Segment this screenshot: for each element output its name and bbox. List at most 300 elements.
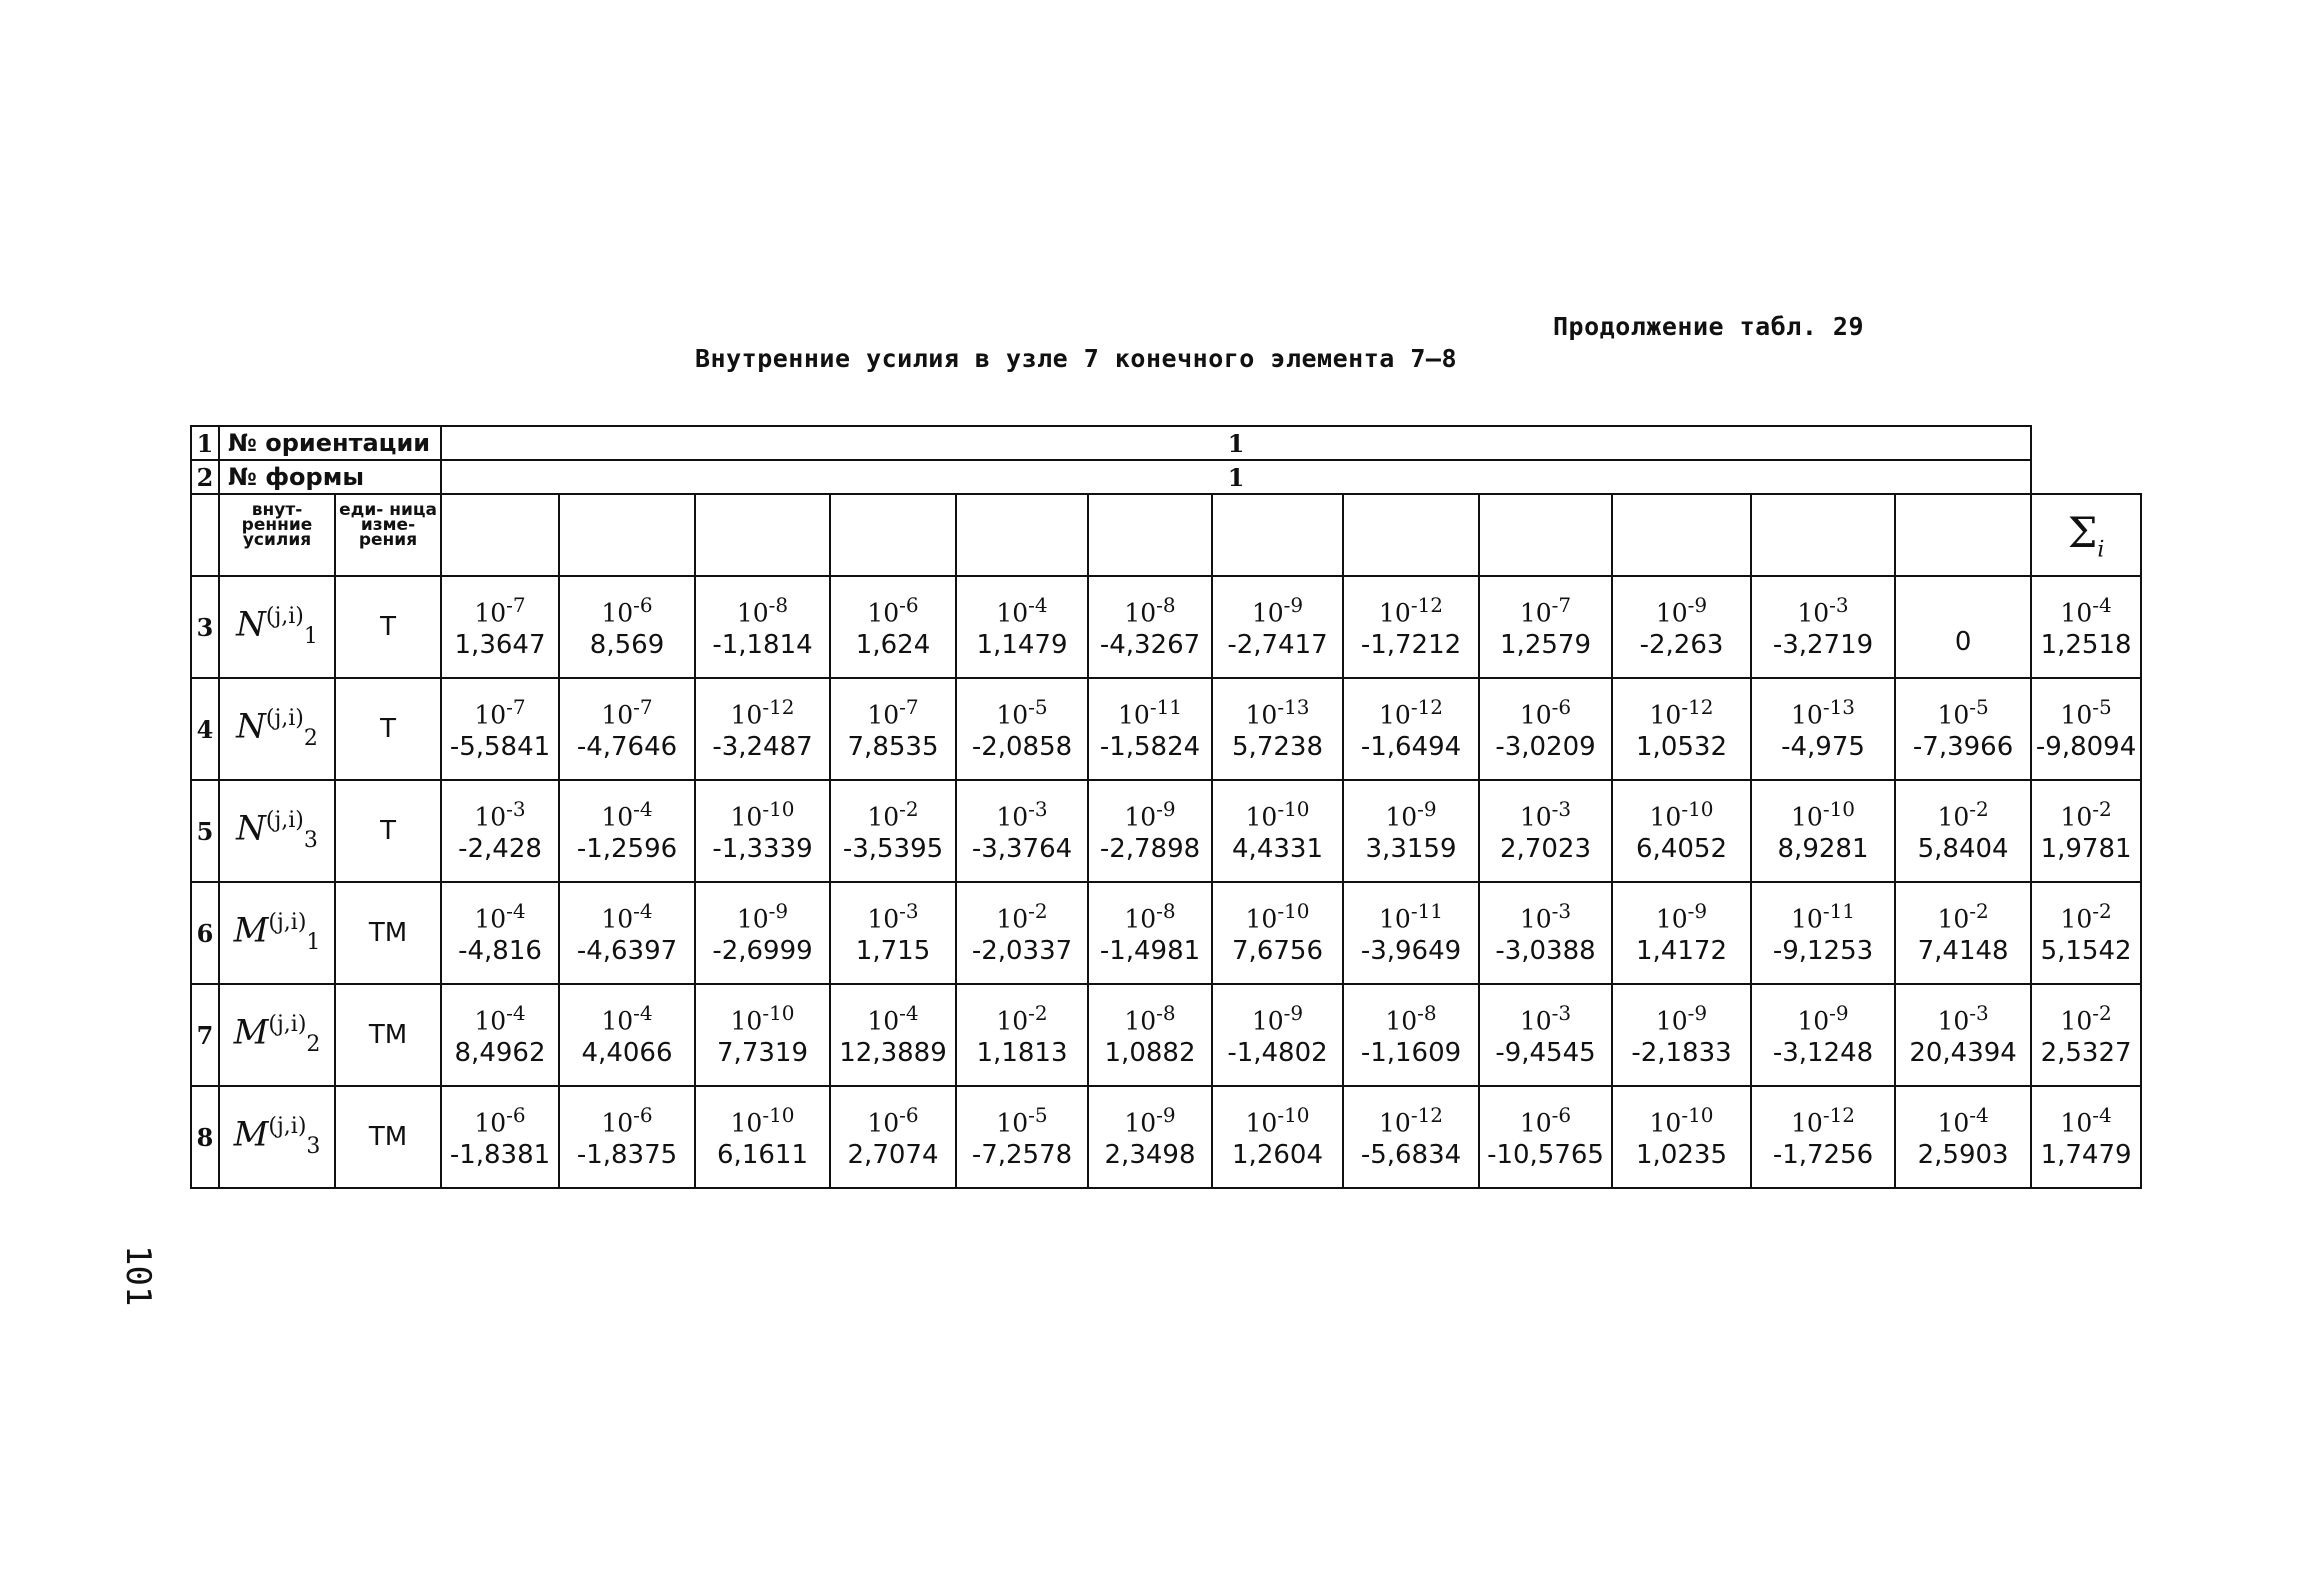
exponent-power: -8 [1156,898,1176,923]
exponent-power: -9 [1283,1000,1304,1025]
exponent-factor [1896,595,2030,626]
exponent-power: -8 [768,592,789,617]
exponent-power: -10 [1822,796,1856,821]
exponent-factor: $10^{-11}$ [1791,898,1856,934]
exponent-power: -6 [506,1102,526,1127]
exponent-power: -3 [1551,796,1572,821]
value-cell [2031,576,2141,678]
exponent-factor: $10^{-12}$ [1649,694,1714,730]
exponent-factor: $10^{-9}$ [1797,1000,1849,1036]
exponent-power: -12 [1410,592,1444,617]
value-cell [1751,1086,1895,1188]
value-cell [1895,1086,2031,1188]
value-cell [559,780,695,882]
exponent-power: -13 [1822,694,1856,719]
exponent-factor: $10^{-5}$ [2060,694,2112,730]
table-row [191,678,2141,780]
exponent-factor: $10^{-2}$ [996,1000,1048,1036]
exponent-power: -3 [1551,1000,1572,1025]
exponent-factor: $10^{-3}$ [1937,1000,1989,1036]
table-row [191,882,2141,984]
force-symbol [219,1086,335,1188]
exponent-factor: $10^{-3}$ [1797,592,1849,628]
exponent-factor: $10^{-12}$ [1791,1102,1856,1138]
value-cell [1479,678,1612,780]
exponent-factor: $10^{-10}$ [730,1102,795,1138]
unit-cell: ТМ [335,1086,441,1188]
value-cell [2031,780,2141,882]
value-cell [1343,1086,1479,1188]
exponent-factor: $10^{-4}$ [2060,592,2112,628]
exponent-power: -7 [506,694,526,719]
value-cell [1751,882,1895,984]
exponent-factor: $10^{-4}$ [601,898,653,934]
exponent-factor: $10^{-6}$ [601,1102,653,1138]
force-letter: M [233,910,269,951]
empty-header-cell [1612,494,1751,576]
value-cell [1343,780,1479,882]
mantissa-value: -2,7898 [1099,833,1201,864]
exponent-power: -10 [762,796,795,821]
value-cell [1612,882,1751,984]
mantissa-value: 7,4148 [1917,935,2009,966]
empty-header-cell [559,494,695,576]
mantissa-value: 1,9781 [2040,833,2132,864]
mantissa-value: -2,6999 [712,935,813,966]
exponent-factor: $10^{-6}$ [1519,1102,1572,1138]
exponent-power: -10 [762,1000,795,1025]
value-cell [1751,984,1895,1086]
empty-header-cell [1751,494,1895,576]
mantissa-value: 20,4394 [1909,1037,2017,1068]
value-cell [1751,678,1895,780]
value-cell [695,882,830,984]
value-cell [1212,1086,1343,1188]
table-row [191,1086,2141,1188]
value-cell [1612,576,1751,678]
exponent-power: -5 [1028,694,1048,719]
mantissa-value: -2,0858 [971,731,1073,762]
forces-column-header: внут- ренние усилия [219,494,335,576]
exponent-power: -7 [899,694,919,719]
exponent-power: -11 [1822,898,1856,923]
value-cell [695,1086,830,1188]
exponent-factor: $10^{-6}$ [474,1102,526,1138]
table-row [191,576,2141,678]
exponent-factor: $10^{-3}$ [1519,1000,1572,1036]
mantissa-value: 7,7319 [717,1037,808,1068]
exponent-power: -4 [1028,592,1048,617]
exponent-factor: $10^{-10}$ [1245,796,1310,832]
exponent-factor: $10^{-9}$ [1655,592,1708,628]
value-cell [1212,678,1343,780]
mantissa-value: 2,7074 [847,1139,939,1170]
unit-cell: Т [335,780,441,882]
value-cell [1479,780,1612,882]
value-cell [1088,984,1212,1086]
table-row [191,984,2141,1086]
row-number: 6 [191,882,219,984]
value-cell [1343,576,1479,678]
exponent-power: -9 [1687,592,1708,617]
exponent-factor: $10^{-4}$ [996,592,1048,628]
exponent-factor: $10^{-11}$ [1118,694,1183,730]
mantissa-value: -3,0209 [1495,731,1596,762]
value-cell [559,1086,695,1188]
empty-header-cell [441,494,559,576]
mantissa-value: 2,5903 [1917,1139,2009,1170]
force-superscript: (j,i) [268,1114,307,1140]
exponent-power: -3 [1829,592,1849,617]
force-superscript: (j,i) [265,808,304,834]
value-cell [441,882,559,984]
exponent-power: -7 [506,592,526,617]
exponent-factor: $10^{-11}$ [1379,898,1444,934]
value-cell [1088,882,1212,984]
exponent-power: -4 [2092,592,2112,617]
column-header-row [191,494,2141,576]
mantissa-value: 4,4331 [1232,833,1323,864]
mantissa-value: -4,3267 [1099,629,1201,660]
form-label: № формы [219,460,441,494]
value-cell [1895,678,2031,780]
value-cell [1088,678,1212,780]
exponent-factor: $10^{-7}$ [474,694,526,730]
mantissa-value: -4,816 [458,935,542,966]
mantissa-value: -9,8094 [2035,731,2137,762]
mantissa-value: 1,2518 [2040,629,2132,660]
mantissa-value: -7,3966 [1912,731,2014,762]
value-cell [1612,1086,1751,1188]
exponent-factor: $10^{-8}$ [1124,898,1176,934]
value-cell [441,984,559,1086]
form-row [191,460,2141,494]
exponent-factor: $10^{-9}$ [1124,796,1176,832]
mantissa-value: 1,7479 [2040,1139,2132,1170]
mantissa-value: -7,2578 [971,1139,1073,1170]
exponent-power: -2 [2092,898,2112,923]
exponent-power: -12 [762,694,795,719]
exponent-power: -9 [768,898,789,923]
exponent-power: -2 [1028,898,1048,923]
value-cell [1895,780,2031,882]
value-cell [559,576,695,678]
exponent-factor: $10^{-7}$ [867,694,919,730]
mantissa-value: 7,6756 [1232,935,1323,966]
value-cell [830,984,956,1086]
mantissa-value: -3,3764 [971,833,1073,864]
empty-header-cell [1212,494,1343,576]
row-number: 3 [191,576,219,678]
value-cell [695,984,830,1086]
value-cell [1088,576,1212,678]
exponent-power: -9 [1156,1102,1176,1127]
mantissa-value: 8,4962 [454,1037,546,1068]
exponent-factor: $10^{-4}$ [601,1000,653,1036]
mantissa-value: -1,7212 [1360,629,1462,660]
exponent-factor: $10^{-6}$ [867,592,919,628]
exponent-power: -9 [1283,592,1304,617]
force-subscript: 2 [306,1032,321,1058]
mantissa-value: -2,1833 [1631,1037,1732,1068]
exponent-factor: $10^{-4}$ [867,1000,919,1036]
force-symbol [219,780,335,882]
force-letter: N [236,808,266,849]
exponent-factor: $10^{-7}$ [601,694,653,730]
exponent-power: -10 [1681,1102,1714,1127]
mantissa-value: 0 [1954,627,1972,658]
exponent-power: -3 [1551,898,1572,923]
row-number: 7 [191,984,219,1086]
mantissa-value: 1,2579 [1500,629,1591,660]
exponent-power: -4 [633,898,653,923]
exponent-factor: $10^{-8}$ [1124,592,1176,628]
value-cell [1343,984,1479,1086]
exponent-power: -4 [633,796,653,821]
mantissa-value: 1,3647 [454,629,546,660]
exponent-factor: $10^{-7}$ [474,592,526,628]
value-cell [441,1086,559,1188]
mantissa-value: 4,4066 [581,1037,673,1068]
force-superscript: (j,i) [268,910,307,936]
exponent-power: -9 [1417,796,1437,821]
sigma-column-header [2031,494,2141,576]
exponent-factor: $10^{-9}$ [736,898,789,934]
mantissa-value: -1,6494 [1360,731,1462,762]
exponent-factor: $10^{-8}$ [1385,1000,1437,1036]
row-number: 2 [191,460,219,494]
value-cell [1612,984,1751,1086]
value-cell [956,984,1088,1086]
force-superscript: (j,i) [268,1012,307,1038]
value-cell [956,780,1088,882]
value-cell [441,780,559,882]
empty-cell [191,494,219,576]
empty-header-cell [1895,494,2031,576]
orientation-row [191,426,2141,460]
value-cell [830,1086,956,1188]
mantissa-value: -1,4981 [1099,935,1201,966]
exponent-factor: $10^{-12}$ [1379,694,1444,730]
value-cell [559,882,695,984]
mantissa-value: 1,4172 [1636,935,1727,966]
exponent-factor: $10^{-2}$ [996,898,1048,934]
value-cell [1479,1086,1612,1188]
value-cell [1895,576,2031,678]
mantissa-value: 8,9281 [1777,833,1869,864]
force-symbol [219,576,335,678]
empty-header-cell [1088,494,1212,576]
exponent-power: -2 [1969,898,1989,923]
exponent-power: -4 [506,898,526,923]
mantissa-value: -9,1253 [1772,935,1874,966]
exponent-factor: $10^{-13}$ [1791,694,1856,730]
value-cell [956,678,1088,780]
value-cell [1343,678,1479,780]
exponent-power: -11 [1149,694,1183,719]
exponent-factor: $10^{-4}$ [474,898,526,934]
value-cell [441,678,559,780]
value-cell [559,678,695,780]
exponent-factor: $10^{-9}$ [1385,796,1437,832]
exponent-factor: $10^{-3}$ [1519,898,1572,934]
value-cell [830,576,956,678]
exponent-factor: $10^{-4}$ [1937,1102,1989,1138]
exponent-power: -12 [1410,694,1444,719]
exponent-power: -10 [1277,898,1310,923]
forces-table [190,425,2142,1189]
exponent-factor: $10^{-7}$ [1519,592,1572,628]
force-subscript: 3 [306,1134,321,1160]
value-cell [1895,882,2031,984]
force-superscript: (j,i) [265,604,304,630]
exponent-factor: $10^{-6}$ [1519,694,1572,730]
exponent-factor: $10^{-3}$ [474,796,526,832]
exponent-factor: $10^{-10}$ [730,1000,795,1036]
sigma-symbol: Σ [2067,507,2098,557]
mantissa-value: -1,1814 [712,629,813,660]
mantissa-value: 1,0235 [1636,1139,1727,1170]
value-cell [830,882,956,984]
exponent-power: -3 [1028,796,1048,821]
force-superscript: (j,i) [265,706,304,732]
value-cell [1343,882,1479,984]
exponent-power: -6 [899,1102,919,1127]
exponent-factor: $10^{-3}$ [996,796,1048,832]
table-row [191,780,2141,882]
empty-header-cell [1479,494,1612,576]
exponent-factor: $10^{-10}$ [1245,898,1310,934]
mantissa-value: -1,7256 [1772,1139,1874,1170]
mantissa-value: -2,263 [1639,629,1724,660]
table-title: Внутренние усилия в узле 7 конечного элемента 7–8 [695,344,1458,373]
mantissa-value: 1,2604 [1232,1139,1323,1170]
exponent-power: -7 [633,694,653,719]
mantissa-value: 5,8404 [1917,833,2009,864]
orientation-label: № ориентации [219,426,441,460]
value-cell [1212,984,1343,1086]
exponent-power: -3 [506,796,526,821]
mantissa-value: -3,5395 [842,833,944,864]
mantissa-value: 1,1813 [976,1037,1068,1068]
mantissa-value: 1,624 [855,629,931,660]
exponent-factor: $10^{-4}$ [601,796,653,832]
exponent-factor: $10^{-10}$ [1649,1102,1714,1138]
force-subscript: 2 [303,726,318,752]
value-cell [1612,678,1751,780]
exponent-power: -10 [1277,796,1310,821]
unit-cell: Т [335,576,441,678]
mantissa-value: -1,1609 [1360,1037,1462,1068]
force-letter: N [236,604,266,645]
exponent-power: -2 [2092,1000,2112,1025]
mantissa-value: -1,5824 [1099,731,1201,762]
mantissa-value: 6,1611 [717,1139,808,1170]
mantissa-value: -5,5841 [449,731,551,762]
exponent-factor: $10^{-8}$ [1124,1000,1176,1036]
exponent-power: -2 [1028,1000,1048,1025]
mantissa-value: -3,2719 [1772,629,1874,660]
mantissa-value: 1,0532 [1636,731,1727,762]
form-value: 1 [441,460,2031,494]
value-cell [695,678,830,780]
exponent-power: -3 [1969,1000,1989,1025]
exponent-factor: $10^{-6}$ [867,1102,919,1138]
exponent-factor: $10^{-10}$ [1649,796,1714,832]
mantissa-value: -3,1248 [1772,1037,1874,1068]
value-cell [695,780,830,882]
exponent-power: -12 [1822,1102,1856,1127]
exponent-power: -13 [1277,694,1310,719]
exponent-factor: $10^{-5}$ [996,1102,1048,1138]
value-cell [559,984,695,1086]
mantissa-value: 1,1479 [976,629,1068,660]
exponent-factor: $10^{-13}$ [1245,694,1310,730]
exponent-factor: $10^{-4}$ [2060,1102,2112,1138]
unit-cell: ТМ [335,984,441,1086]
value-cell [956,882,1088,984]
row-number: 5 [191,780,219,882]
exponent-factor: $10^{-9}$ [1124,1102,1176,1138]
exponent-power: -5 [1028,1102,1048,1127]
exponent-power: -4 [899,1000,919,1025]
exponent-factor: $10^{-2}$ [1937,796,1989,832]
mantissa-value: -3,2487 [712,731,813,762]
value-cell [2031,984,2141,1086]
force-letter: N [236,706,266,747]
value-cell [1751,780,1895,882]
value-cell [830,678,956,780]
exponent-factor: $10^{-10}$ [1245,1102,1310,1138]
value-cell [1479,882,1612,984]
exponent-factor: $10^{-10}$ [730,796,795,832]
value-cell [1212,576,1343,678]
mantissa-value: 8,569 [589,629,665,660]
value-cell [441,576,559,678]
value-cell [1751,576,1895,678]
row-number: 4 [191,678,219,780]
exponent-power: -9 [1156,796,1176,821]
row-number: 1 [191,426,219,460]
exponent-power: -9 [1687,1000,1708,1025]
exponent-factor: $10^{-9}$ [1251,1000,1304,1036]
exponent-factor: $10^{-12}$ [1379,1102,1444,1138]
orientation-value: 1 [441,426,2031,460]
exponent-power: -9 [1687,898,1708,923]
exponent-power: -8 [1156,1000,1176,1025]
exponent-power: -5 [2092,694,2112,719]
exponent-power: -7 [1551,592,1572,617]
exponent-power: -10 [762,1102,795,1127]
mantissa-value: -9,4545 [1495,1037,1596,1068]
exponent-power: -6 [899,592,919,617]
exponent-power: -2 [899,796,919,821]
mantissa-value: -4,6397 [576,935,678,966]
exponent-power: -6 [633,1102,653,1127]
empty-header-cell [1343,494,1479,576]
exponent-factor: $10^{-9}$ [1251,592,1304,628]
exponent-power: -11 [1410,898,1444,923]
value-cell [1479,984,1612,1086]
exponent-power: -5 [1969,694,1989,719]
mantissa-value: -2,428 [458,833,542,864]
exponent-factor: $10^{-5}$ [996,694,1048,730]
exponent-factor: $10^{-9}$ [1655,898,1708,934]
exponent-factor: $10^{-12}$ [730,694,795,730]
value-cell [1212,780,1343,882]
exponent-power: -4 [633,1000,653,1025]
mantissa-value: -10,5765 [1487,1139,1604,1170]
